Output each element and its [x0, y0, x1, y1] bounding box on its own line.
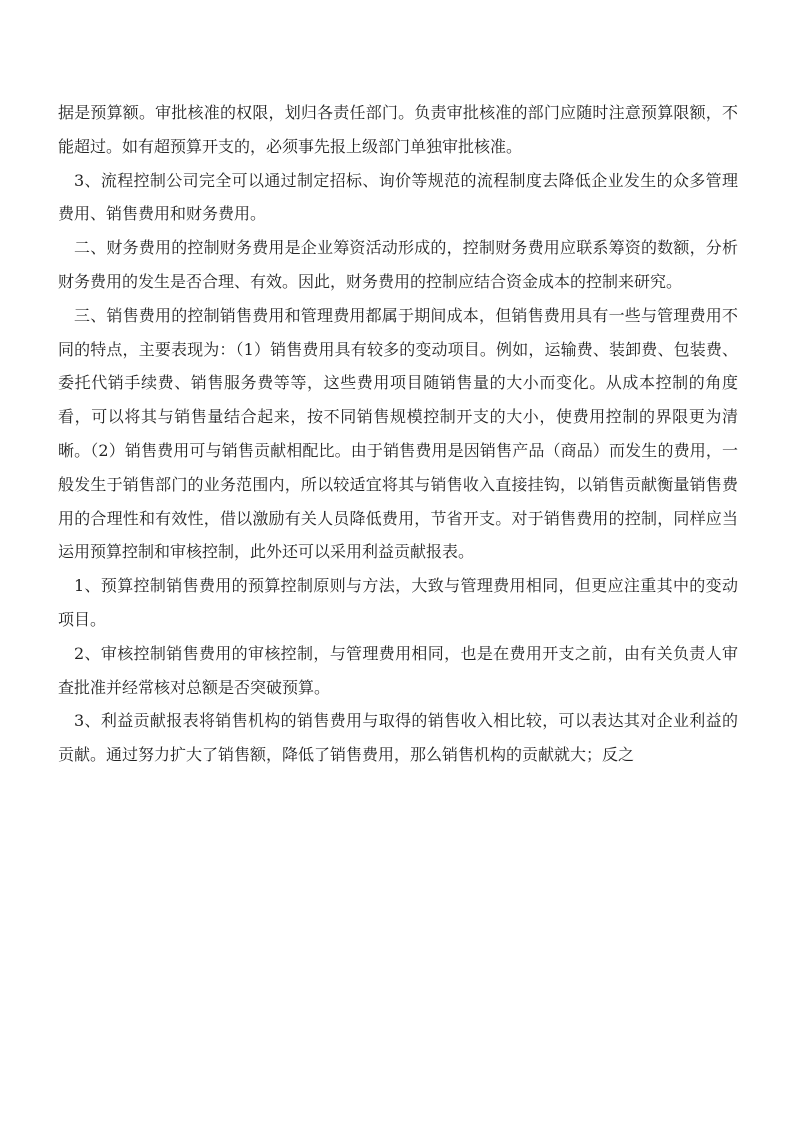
paragraph-review-control: 2、审核控制销售费用的审核控制，与管理费用相同，也是在费用开支之前，由有关负责人审查批准并经常核对总额是否突破预算。	[58, 643, 738, 697]
document-body	[58, 96, 738, 772]
paragraph-budget-control: 1、预算控制销售费用的预算控制原则与方法，大致与管理费用相同，但更应注重其中的变动项目。	[58, 576, 738, 629]
paragraph-continuation: 据是预算额。审批核准的权限，划归各责任部门。负责审批核准的部门应随时注意预算限额，不能超过。如有超预算开支的，必须事先报上级部门单独审批核准。	[58, 103, 738, 156]
paragraph-process-control: 3、流程控制公司完全可以通过制定招标、询价等规范的流程制度去降低企业发生的众多管理费用、销售费用和财务费用。	[58, 170, 738, 224]
paragraph-profit-contribution-report: 3、利益贡献报表将销售机构的销售费用与取得的销售收入相比较，可以表达其对企业利益的贡献。通过努力扩大了销售额，降低了销售费用，那么销售机构的贡献就大；反之	[58, 711, 738, 765]
paragraph-financial-expense-control: 二、财务费用的控制财务费用是企业筹资活动形成的，控制财务费用应联系筹资的数额，分析财务费用的发生是否合理、有效。因此，财务费用的控制应结合资金成本的控制来研究。	[58, 238, 738, 291]
paragraph-sales-expense-control: 三、销售费用的控制销售费用和管理费用都属于期间成本，但销售费用具有一些与管理费用不同的特点，主要表现为：（1）销售费用具有较多的变动项目。例如，运输费、装卸费、包装费、委托代销手续费、销售服务费等等，这些费用项目随销售量的大小而变化。从成本控制的角度看，可以将其与销售量结合起来，按不同销售规模控制开支的大小，使费用控制的界限更为清晰。（2）销售费用可与销售贡献相配比。由于销售费用是因销售产品（商品）而发生的费用，一般发生于销售部门的业务范围内，所以较适宜将其与销售收入直接挂钩，以销售贡献衡量销售费用的合理性和有效性，借以激励有关人员降低费用，节省开支。对于销售费用的控制，同样应当运用预算控制和审核控制，此外还可以采用利益贡献报表。	[58, 305, 738, 562]
